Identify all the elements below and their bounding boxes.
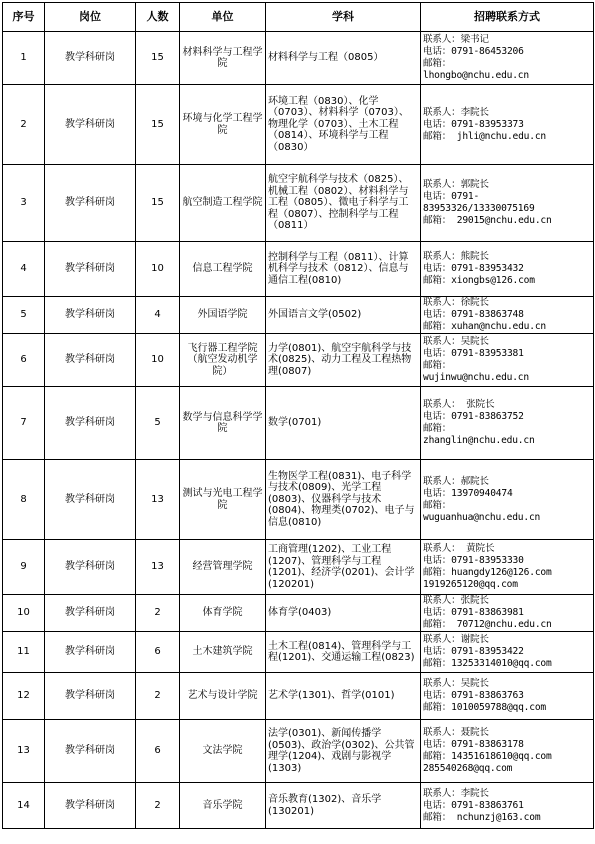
table-row xyxy=(3,334,594,387)
table-row xyxy=(3,165,594,242)
post-cell: 教学科研岗 xyxy=(45,387,136,460)
row-number: 14 xyxy=(3,783,45,829)
post-cell: 教学科研岗 xyxy=(45,297,136,334)
contact-line: 1919265120@qq.com xyxy=(423,579,518,590)
unit-cell: 体育学院 xyxy=(180,595,266,632)
contact-line: 联系人：聂院长 xyxy=(423,727,489,738)
row-number: 11 xyxy=(3,632,45,673)
contact-line: 电话：0791-83863178 xyxy=(423,739,524,750)
unit-cell: 艺术与设计学院 xyxy=(180,673,266,720)
contact-line: wuguanhua@nchu.edu.cn xyxy=(423,511,541,523)
table-row xyxy=(3,632,594,673)
contact-line: 邮箱： 70712@nchu.edu.cn xyxy=(423,619,552,630)
row-number: 7 xyxy=(3,387,45,460)
post-cell: 教学科研岗 xyxy=(45,334,136,387)
table-row xyxy=(3,297,594,334)
contact-line: 电话：0791-83863981 xyxy=(423,607,524,618)
contact-cell xyxy=(421,720,594,783)
contact-cell xyxy=(421,595,594,632)
contact-line: 邮箱：xuhan@nchu.edu.cn xyxy=(423,321,546,332)
count-cell: 15 xyxy=(136,165,180,242)
count-cell: 2 xyxy=(136,595,180,632)
subject-cell: 外国语言文学(0502) xyxy=(266,297,421,334)
table-row xyxy=(3,460,594,540)
subject-cell: 生物医学工程(0831)、电子科学与技术(0809)、光学工程(0803)、仪器科学与技术(0804)、物理类(0702)、电子与信息(0810) xyxy=(266,460,421,540)
unit-cell: 外国语学院 xyxy=(180,297,266,334)
post-cell: 教学科研岗 xyxy=(45,783,136,829)
subject-cell: 工商管理(1202)、工业工程(1207)、管理科学与工程(1201)、经济学(0201)、会计学(120201) xyxy=(266,540,421,595)
contact-cell xyxy=(421,673,594,720)
count-cell: 6 xyxy=(136,720,180,783)
contact-line: 联系人：熊院长 xyxy=(423,251,489,262)
post-cell: 教学科研岗 xyxy=(45,242,136,297)
header-post: 岗位 xyxy=(45,3,136,32)
contact-line: 电话：0791- xyxy=(423,191,480,202)
contact-line: 联系人：郭院长 xyxy=(423,179,489,190)
row-number: 4 xyxy=(3,242,45,297)
count-cell: 13 xyxy=(136,540,180,595)
contact-cell xyxy=(421,85,594,165)
contact-cell xyxy=(421,165,594,242)
contact-cell xyxy=(421,387,594,460)
row-number: 8 xyxy=(3,460,45,540)
row-number: 10 xyxy=(3,595,45,632)
header-subject: 学科 xyxy=(266,3,421,32)
contact-cell xyxy=(421,783,594,829)
post-cell: 教学科研岗 xyxy=(45,595,136,632)
contact-line: 电话：0791-83863748 xyxy=(423,309,524,320)
table-row xyxy=(3,720,594,783)
table-row xyxy=(3,783,594,829)
contact-line: 电话：0791-83953381 xyxy=(423,348,524,359)
post-cell: 教学科研岗 xyxy=(45,540,136,595)
header-no: 序号 xyxy=(3,3,45,32)
contact-line: 邮箱： xyxy=(423,360,452,371)
post-cell: 教学科研岗 xyxy=(45,632,136,673)
row-number: 9 xyxy=(3,540,45,595)
contact-cell xyxy=(421,32,594,85)
row-number: 3 xyxy=(3,165,45,242)
row-number: 6 xyxy=(3,334,45,387)
count-cell: 10 xyxy=(136,334,180,387)
header-contact: 招聘联系方式 xyxy=(421,3,594,32)
contact-line: 联系人：吴院长 xyxy=(423,678,489,689)
subject-cell: 材料科学与工程（0805） xyxy=(266,32,421,85)
row-number: 2 xyxy=(3,85,45,165)
unit-cell: 数学与信息科学学院 xyxy=(180,387,266,460)
contact-line: 电话：0791-83953330 xyxy=(423,555,524,566)
contact-line: 邮箱：14351618610@qq.com xyxy=(423,751,552,762)
subject-cell: 土木工程(0814)、管理科学与工程(1201)、交通运输工程(0823) xyxy=(266,632,421,673)
contact-line: 联系人：张院长 xyxy=(423,595,489,606)
contact-line: 邮箱：13253314010@qq.com xyxy=(423,658,552,669)
count-cell: 2 xyxy=(136,673,180,720)
contact-line: 邮箱：1010059788@qq.com xyxy=(423,702,546,713)
contact-line: 联系人： 黄院长 xyxy=(423,543,495,554)
contact-cell xyxy=(421,297,594,334)
row-number: 1 xyxy=(3,32,45,85)
contact-line: 联系人：李院长 xyxy=(423,787,489,799)
post-cell: 教学科研岗 xyxy=(45,460,136,540)
contact-line: 邮箱： xyxy=(423,423,452,434)
post-cell: 教学科研岗 xyxy=(45,85,136,165)
contact-line: 电话：0791-83863763 xyxy=(423,690,524,701)
subject-cell: 力学(0801)、航空宇航科学与技术(0825)、动力工程及工程热物理(0807) xyxy=(266,334,421,387)
contact-cell xyxy=(421,242,594,297)
count-cell: 10 xyxy=(136,242,180,297)
subject-cell: 音乐教育(1302)、音乐学(130201) xyxy=(266,783,421,829)
contact-line: 83953326/13330075169 xyxy=(423,203,535,214)
contact-line: 邮箱： xyxy=(423,58,452,69)
contact-line: 联系人：梁书记 xyxy=(423,34,489,45)
count-cell: 13 xyxy=(136,460,180,540)
contact-cell xyxy=(421,540,594,595)
contact-line: 联系人： 张院长 xyxy=(423,399,495,410)
contact-line: lhongbo@nchu.edu.cn xyxy=(423,70,529,81)
count-cell: 6 xyxy=(136,632,180,673)
contact-line: 邮箱： xyxy=(423,499,452,511)
subject-cell: 航空宇航科学与技术（0825）、机械工程（0802）、材料科学与工程（0805）、微电子科学与工程（0807）、控制科学与工程（0811） xyxy=(266,165,421,242)
unit-cell: 航空制造工程学院 xyxy=(180,165,266,242)
contact-line: 邮箱：xiongbs@126.com xyxy=(423,275,535,286)
unit-cell: 环境与化学工程学院 xyxy=(180,85,266,165)
post-cell: 教学科研岗 xyxy=(45,673,136,720)
contact-line: 电话：0791-83863752 xyxy=(423,411,524,422)
contact-line: 285540268@qq.com xyxy=(423,763,513,774)
unit-cell: 测试与光电工程学院 xyxy=(180,460,266,540)
table-row xyxy=(3,540,594,595)
contact-cell xyxy=(421,632,594,673)
contact-line: 邮箱： nchunzj@163.com xyxy=(423,811,541,823)
contact-line: 联系人：郝院长 xyxy=(423,475,489,487)
unit-cell: 信息工程学院 xyxy=(180,242,266,297)
header-row xyxy=(3,3,594,32)
contact-line: 电话：0791-83863761 xyxy=(423,799,524,811)
header-unit: 单位 xyxy=(180,3,266,32)
contact-cell xyxy=(421,460,594,540)
contact-line: 电话：0791-83953373 xyxy=(423,118,524,130)
post-cell: 教学科研岗 xyxy=(45,720,136,783)
contact-line: 联系人：徐院长 xyxy=(423,297,489,308)
unit-cell: 土木建筑学院 xyxy=(180,632,266,673)
subject-cell: 数学(0701) xyxy=(266,387,421,460)
count-cell: 15 xyxy=(136,85,180,165)
contact-line: zhanglin@nchu.edu.cn xyxy=(423,435,535,446)
subject-cell: 控制科学与工程（0811）、计算机科学与技术（0812）、信息与通信工程(0810) xyxy=(266,242,421,297)
contact-line: 邮箱： jhli@nchu.edu.cn xyxy=(423,130,546,142)
table-row xyxy=(3,387,594,460)
unit-cell: 音乐学院 xyxy=(180,783,266,829)
table-row xyxy=(3,595,594,632)
contact-line: 电话：0791-83953422 xyxy=(423,646,524,657)
contact-line: 邮箱：huangdy126@126.com xyxy=(423,567,552,578)
row-number: 12 xyxy=(3,673,45,720)
table-row xyxy=(3,85,594,165)
contact-line: 联系人：李院长 xyxy=(423,106,489,118)
contact-cell xyxy=(421,334,594,387)
contact-line: 邮箱： 29015@nchu.edu.cn xyxy=(423,215,552,226)
subject-cell: 体育学(0403) xyxy=(266,595,421,632)
count-cell: 5 xyxy=(136,387,180,460)
unit-cell: 经营管理学院 xyxy=(180,540,266,595)
unit-cell: 飞行器工程学院（航空发动机学院） xyxy=(180,334,266,387)
recruitment-table xyxy=(2,2,594,829)
header-count: 人数 xyxy=(136,3,180,32)
unit-cell: 文法学院 xyxy=(180,720,266,783)
table-row xyxy=(3,32,594,85)
row-number: 5 xyxy=(3,297,45,334)
contact-line: 电话：0791-86453206 xyxy=(423,46,524,57)
contact-line: 电话：13970940474 xyxy=(423,487,513,499)
count-cell: 4 xyxy=(136,297,180,334)
table-row xyxy=(3,673,594,720)
contact-line: 联系人：吴院长 xyxy=(423,336,489,347)
post-cell: 教学科研岗 xyxy=(45,165,136,242)
table-row xyxy=(3,242,594,297)
subject-cell: 法学(0301)、新闻传播学(0503)、政治学(0302)、公共管理学(1204)、戏剧与影视学(1303) xyxy=(266,720,421,783)
subject-cell: 环境工程（0830）、化学（0703）、材料科学（0703）、物理化学（0703）、土木工程（0814）、环境科学与工程（0830） xyxy=(266,85,421,165)
contact-line: 电话：0791-83953432 xyxy=(423,263,524,274)
post-cell: 教学科研岗 xyxy=(45,32,136,85)
count-cell: 2 xyxy=(136,783,180,829)
contact-line: wujinwu@nchu.edu.cn xyxy=(423,372,529,383)
unit-cell: 材料科学与工程学院 xyxy=(180,32,266,85)
subject-cell: 艺术学(1301)、哲学(0101) xyxy=(266,673,421,720)
contact-line: 联系人：谢院长 xyxy=(423,634,489,645)
row-number: 13 xyxy=(3,720,45,783)
count-cell: 15 xyxy=(136,32,180,85)
